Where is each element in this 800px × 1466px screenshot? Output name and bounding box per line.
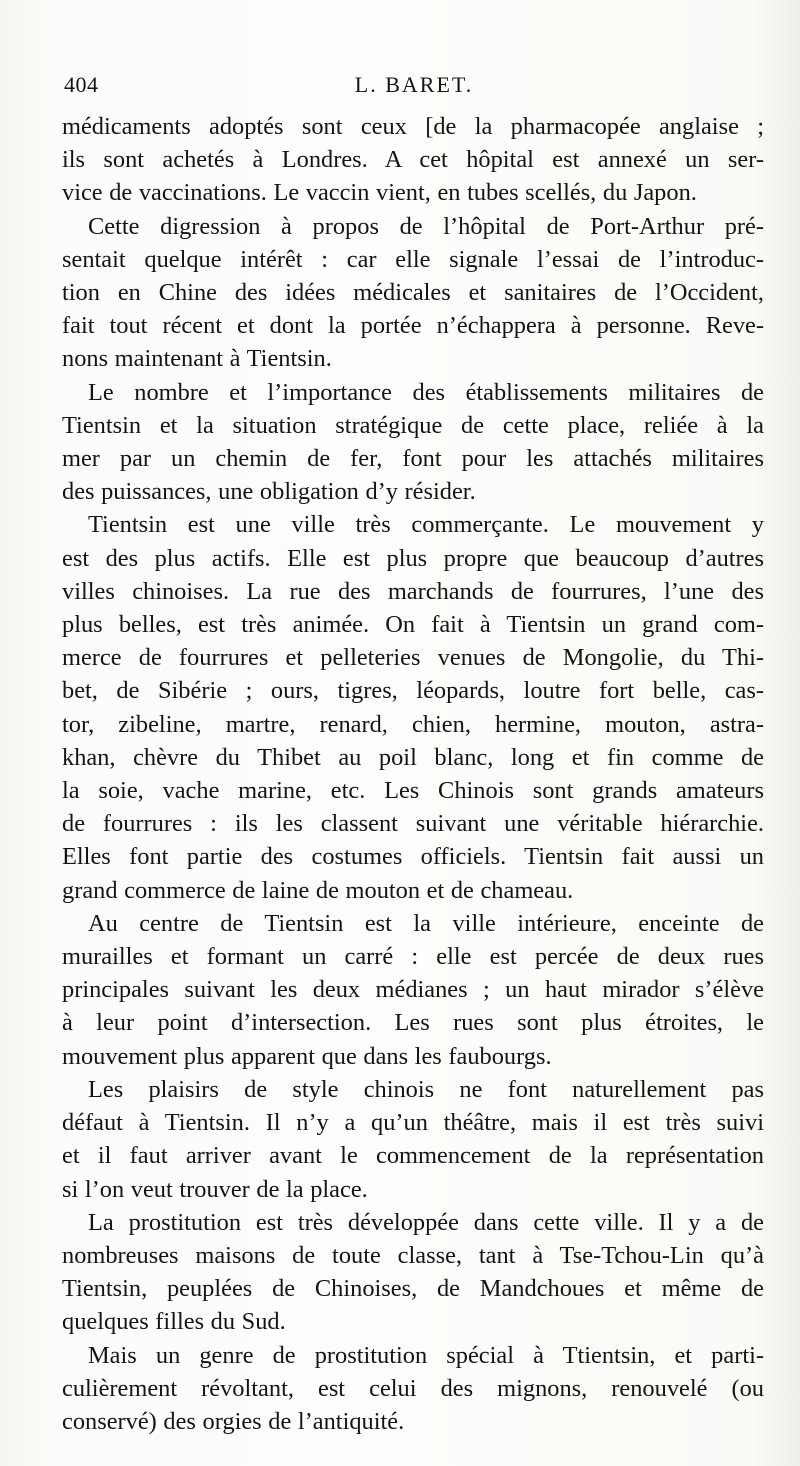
text-line: Cette digression à propos de l’hôpital de Port-Arthur pré- — [88, 212, 764, 240]
text-line: La prostitution est très développée dans cette ville. Il y a de — [88, 1208, 764, 1236]
text-line: grand commerce de laine de mouton et de chameau. — [62, 876, 574, 904]
text-line: nombreuses maisons de toute classe, tant à Tse-Tchou-Lin qu’à — [62, 1241, 764, 1269]
text-line: Tientsin est une ville très commerçante. Le mouvement y — [88, 511, 764, 539]
text-line: tion en Chine des idées médicales et sanitaires de l’Occident, — [62, 279, 764, 307]
text-line: à leur point d’intersection. Les rues sont plus étroites, le — [62, 1009, 764, 1037]
paragraph — [62, 1073, 764, 1206]
text-line: mouvement plus apparent que dans les faubourgs. — [62, 1042, 552, 1070]
paragraph — [62, 1206, 764, 1339]
text-line: Au centre de Tientsin est la ville intérieure, enceinte de — [88, 909, 764, 937]
text-line: conservé) des orgies de l’antiquité. — [62, 1407, 405, 1435]
text-line: murailles et formant un carré : elle est percée de deux rues — [62, 943, 764, 971]
paragraph — [62, 508, 764, 906]
text-line: et il faut arriver avant le commencement de la représentation — [62, 1142, 764, 1170]
text-line: médicaments adoptés sont ceux [de la pharmacopée anglaise ; — [62, 113, 764, 140]
text-line: nons maintenant à Tientsin. — [62, 345, 332, 373]
paragraph — [62, 210, 764, 376]
page-number: 404 — [64, 72, 99, 97]
text-line: villes chinoises. La rue des marchands de fourrures, l’une des — [62, 577, 764, 605]
text-line: si l’on veut trouver de la place. — [62, 1175, 368, 1203]
text-line: est des plus actifs. Elle est plus propre que beaucoup d’autres — [62, 544, 764, 572]
text-line: Le nombre et l’importance des établissements militaires de — [88, 378, 764, 406]
text-line: quelques filles du Sud. — [62, 1308, 286, 1336]
paragraph — [62, 110, 764, 210]
text-line: Mais un genre de prostitution spécial à Ttientsin, et parti- — [88, 1341, 764, 1369]
text-line: des puissances, une obligation d’y résider. — [62, 478, 476, 506]
text-line: Les plaisirs de style chinois ne font naturellement pas — [88, 1075, 764, 1103]
text-line: de fourrures : ils les classent suivant une véritable hiérarchie. — [62, 810, 764, 838]
text-line: tor, zibeline, martre, renard, chien, hermine, mouton, astra- — [62, 710, 764, 738]
body-text — [62, 110, 764, 1438]
text-line: mer par un chemin de fer, font pour les attachés militaires — [62, 445, 764, 473]
text-line: Tientsin et la situation stratégique de cette place, reliée à la — [62, 411, 764, 439]
text-line: khan, chèvre du Thibet au poil blanc, long et fin comme de — [62, 743, 764, 771]
text-line: culièrement révoltant, est celui des mignons, renouvelé (ou — [62, 1374, 764, 1402]
running-head: L. BARET. — [354, 72, 474, 97]
paragraph — [62, 1339, 764, 1439]
text-line: sentait quelque intérêt : car elle signale l’essai de l’introduc- — [62, 245, 764, 273]
paragraph — [62, 907, 764, 1073]
text-line: plus belles, est très animée. On fait à Tientsin un grand com- — [62, 611, 764, 639]
paragraph — [62, 376, 764, 509]
text-line: la soie, vache marine, etc. Les Chinois sont grands amateurs — [62, 777, 764, 805]
page-header — [64, 72, 764, 106]
text-line: vice de vaccinations. Le vaccin vient, en tubes scellés, du Japon. — [62, 179, 697, 207]
text-line: merce de fourrures et pelleteries venues de Mongolie, du Thi- — [62, 644, 764, 672]
text-line: Tientsin, peuplées de Chinoises, de Mandchoues et même de — [62, 1275, 764, 1303]
text-line: principales suivant les deux médianes ; un haut mirador s’élève — [62, 976, 764, 1004]
text-line: défaut à Tientsin. Il n’y a qu’un théâtre, mais il est très suivi — [62, 1109, 764, 1137]
text-line: fait tout récent et dont la portée n’échappera à personne. Reve- — [62, 312, 764, 340]
text-line: ils sont achetés à Londres. A cet hôpital est annexé un ser- — [62, 146, 764, 174]
text-line: Elles font partie des costumes officiels. Tientsin fait aussi un — [62, 843, 764, 871]
text-line: bet, de Sibérie ; ours, tigres, léopards, loutre fort belle, cas- — [62, 677, 764, 705]
